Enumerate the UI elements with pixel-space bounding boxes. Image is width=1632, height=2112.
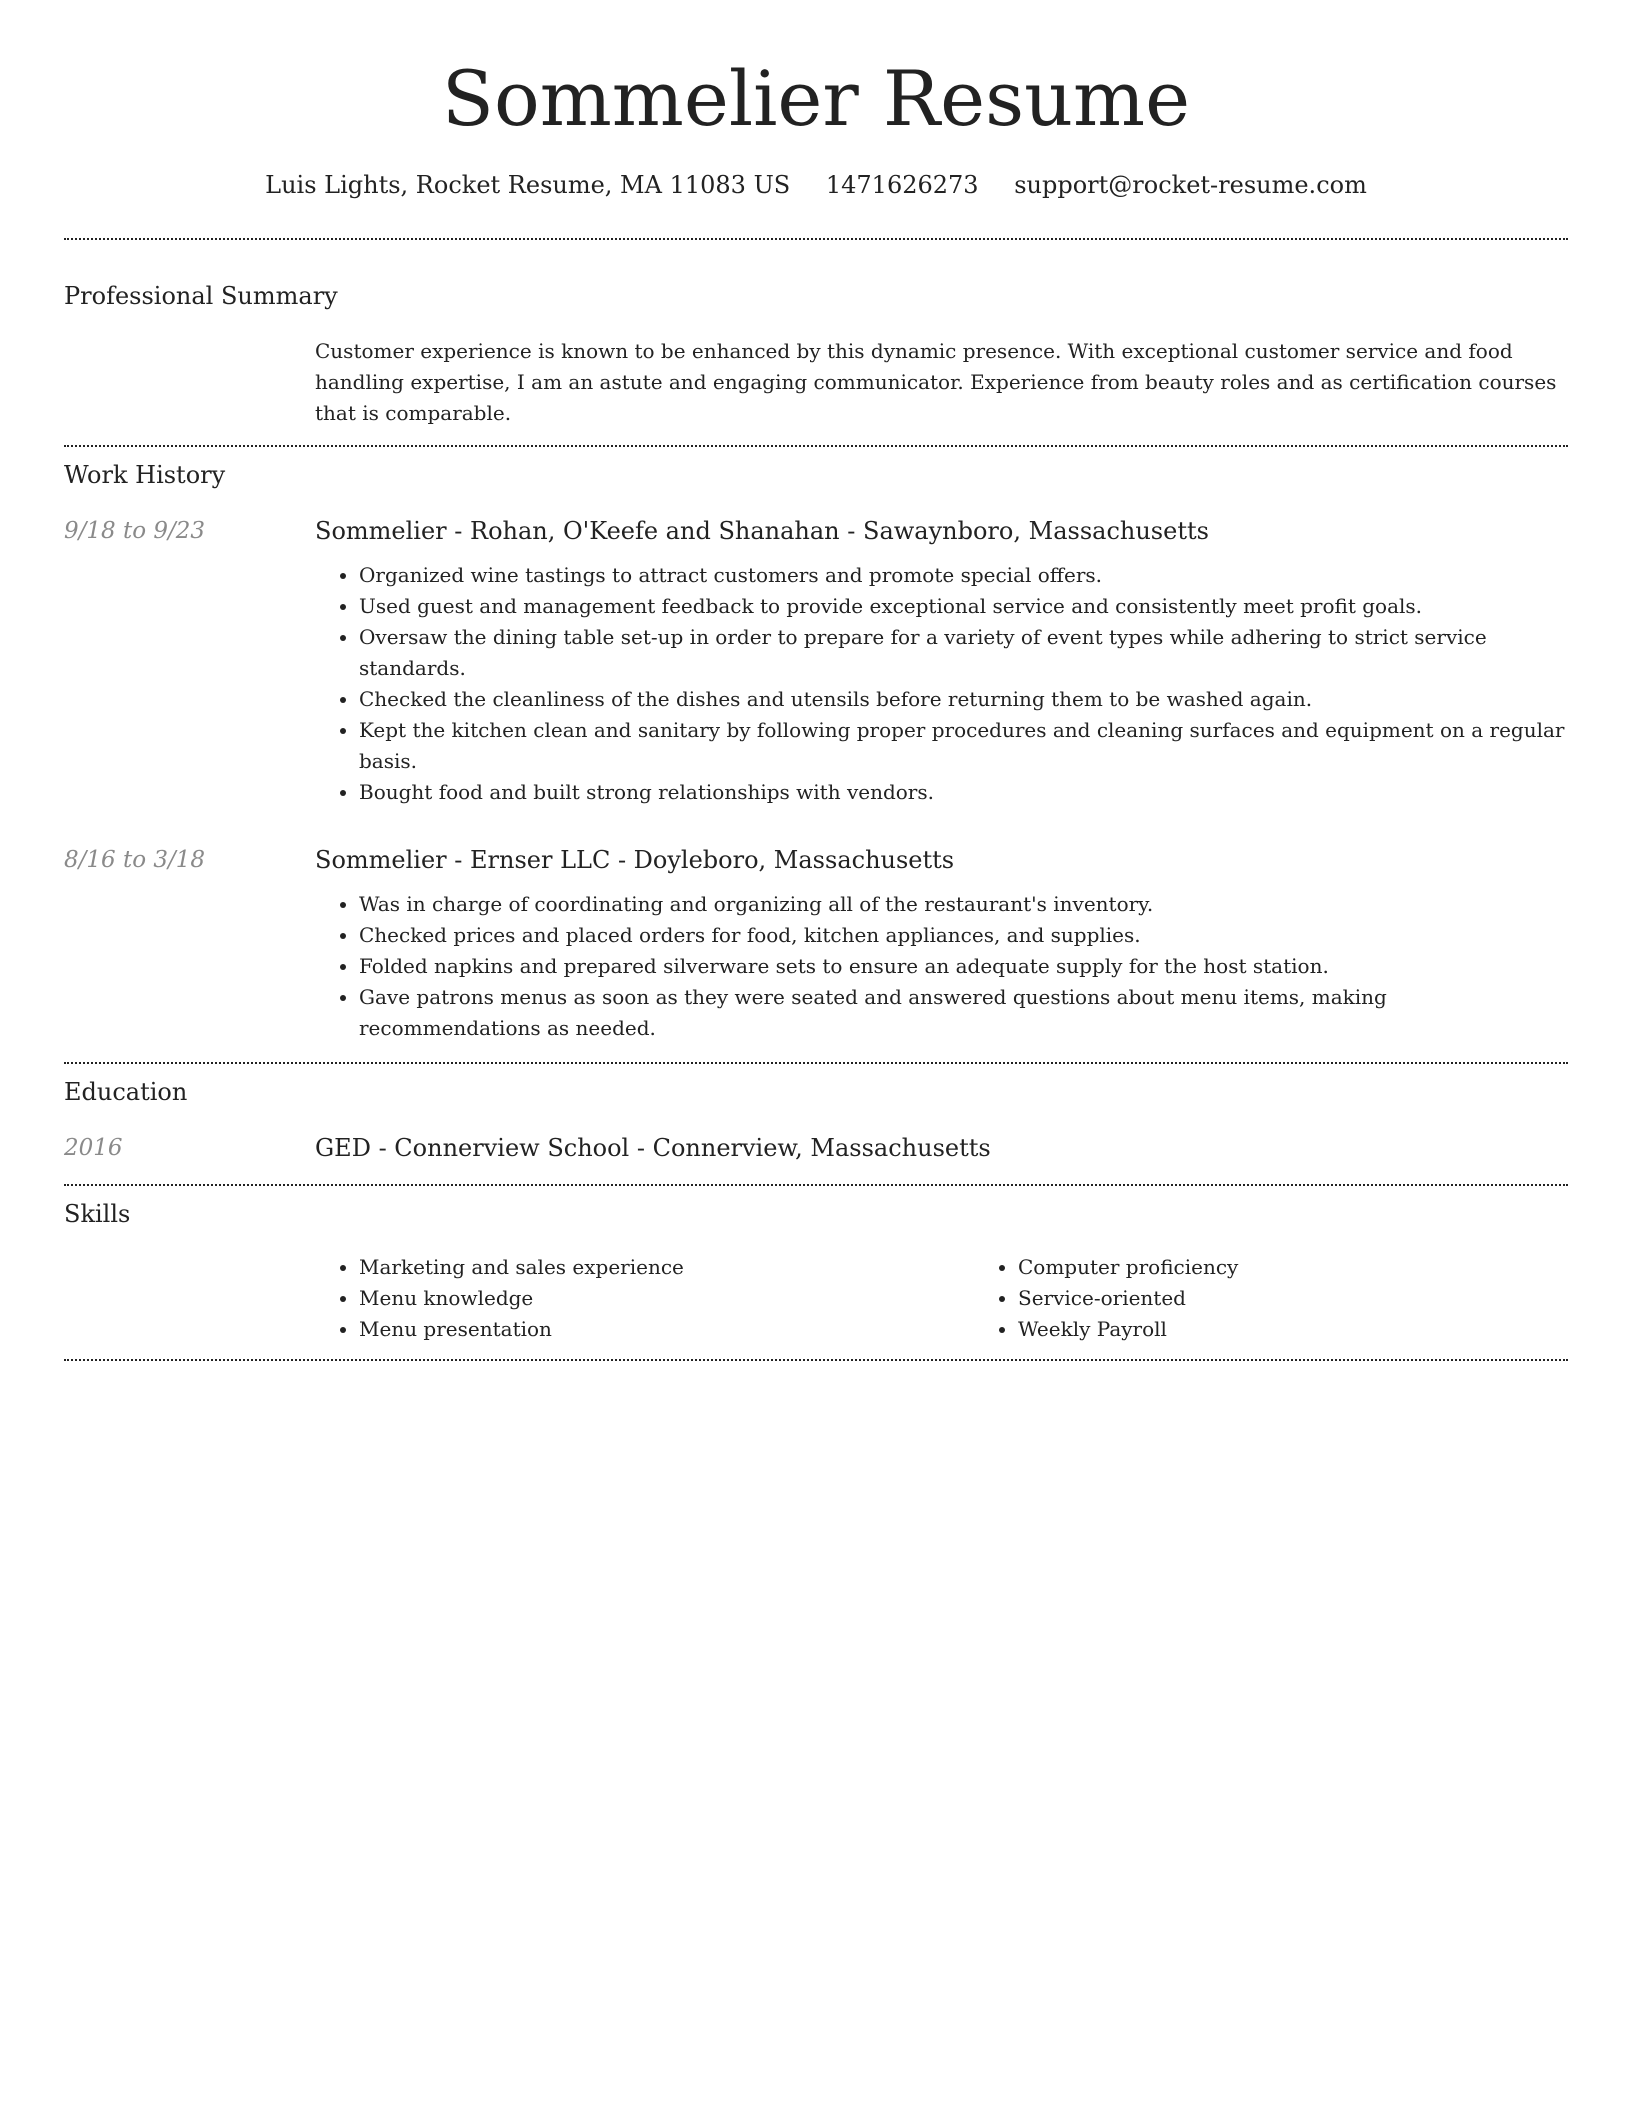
- contact-phone: 1471626273: [825, 171, 979, 199]
- job-entry: [64, 844, 1568, 1044]
- work-heading: Work History: [64, 461, 226, 489]
- job-title: Sommelier - Ernser LLC - Doyleboro, Massachusetts: [315, 846, 955, 874]
- skills-columns: [315, 1252, 1568, 1345]
- summary-section: [64, 280, 1568, 429]
- section-divider: [64, 1062, 1568, 1064]
- section-divider: [64, 238, 1568, 240]
- job-bullets: [315, 889, 1568, 1044]
- job-dates: 9/18 to 9/23: [64, 518, 206, 544]
- work-section: [64, 459, 1568, 1044]
- skills-list-right: [974, 1252, 1632, 1345]
- section-divider: [64, 1359, 1568, 1361]
- list-item: • Checked the cleanliness of the dishes and utensils before returning them to be washed again.: [359, 684, 1568, 715]
- summary-text: Customer experience is known to be enhanced by this dynamic presence. With exceptional customer service and food handling expertise, I am an astute and engaging communicator. Experience from beauty roles and as certification courses that is comparable.: [315, 339, 1557, 425]
- resume-page: [64, 0, 1568, 1361]
- section-divider: [64, 1184, 1568, 1186]
- list-item: • Menu knowledge: [359, 1283, 974, 1314]
- section-divider: [64, 445, 1568, 447]
- summary-heading: Professional Summary: [64, 282, 338, 310]
- skills-section: [64, 1198, 1568, 1345]
- list-item: • Weekly Payroll: [1018, 1314, 1632, 1345]
- list-item: • Kept the kitchen clean and sanitary by following proper procedures and cleaning surfaces and equipment on a regular basis.: [359, 715, 1568, 777]
- skills-heading: Skills: [64, 1200, 131, 1228]
- education-entry: [64, 1132, 1568, 1164]
- education-title: GED - Connerview School - Connerview, Massachusetts: [315, 1134, 991, 1162]
- list-item: • Checked prices and placed orders for food, kitchen appliances, and supplies.: [359, 920, 1568, 951]
- education-heading: Education: [64, 1078, 188, 1106]
- job-dates: 8/16 to 3/18: [64, 847, 206, 873]
- list-item: • Organized wine tastings to attract customers and promote special offers.: [359, 560, 1568, 591]
- list-item: • Bought food and built strong relationships with vendors.: [359, 777, 1568, 808]
- page-title: Sommelier Resume: [441, 54, 1191, 143]
- list-item: • Was in charge of coordinating and organizing all of the restaurant's inventory.: [359, 889, 1568, 920]
- education-section: [64, 1076, 1568, 1164]
- list-item: • Folded napkins and prepared silverware sets to ensure an adequate supply for the host station.: [359, 951, 1568, 982]
- list-item: • Oversaw the dining table set-up in order to prepare for a variety of event types while adhering to strict service standards.: [359, 622, 1568, 684]
- list-item: • Gave patrons menus as soon as they were seated and answered questions about menu items, making recommendations as needed.: [359, 982, 1568, 1044]
- education-date: 2016: [64, 1135, 123, 1161]
- job-title: Sommelier - Rohan, O'Keefe and Shanahan - Sawaynboro, Massachusetts: [315, 517, 1209, 545]
- contact-email: support@rocket-resume.com: [1014, 171, 1367, 199]
- skills-list-left: [315, 1252, 974, 1345]
- contact-address: Luis Lights, Rocket Resume, MA 11083 US: [265, 171, 791, 199]
- contact-line: [64, 168, 1568, 202]
- list-item: • Marketing and sales experience: [359, 1252, 974, 1283]
- job-entry: [64, 515, 1568, 808]
- list-item: • Used guest and management feedback to provide exceptional service and consistently meet profit goals.: [359, 591, 1568, 622]
- list-item: • Service-oriented: [1018, 1283, 1632, 1314]
- list-item: • Computer proficiency: [1018, 1252, 1632, 1283]
- list-item: • Menu presentation: [359, 1314, 974, 1345]
- job-bullets: [315, 560, 1568, 808]
